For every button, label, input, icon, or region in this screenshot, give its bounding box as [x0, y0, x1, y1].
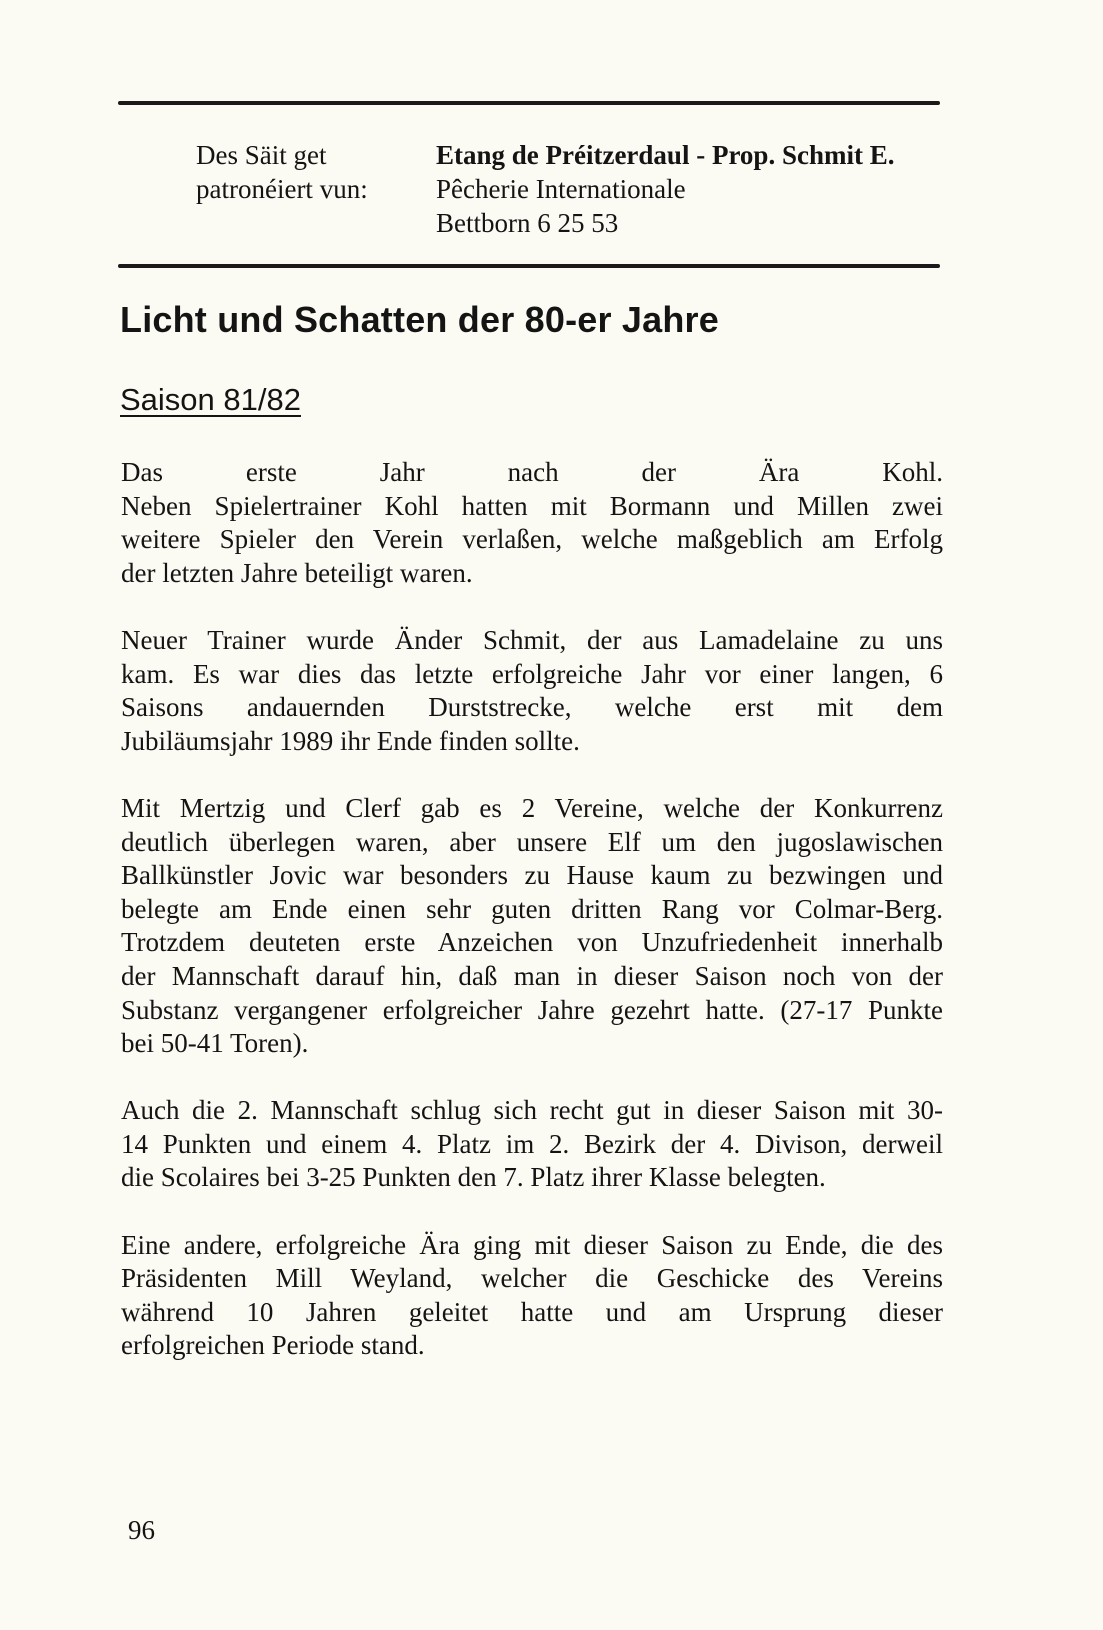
text-line: während 10 Jahren geleitet hatte und am Ursprung dieser: [121, 1296, 943, 1327]
text-line: der letzten Jahre beteiligt waren.: [121, 557, 473, 588]
text-line: der Mannschaft darauf hin, daß man in dieser Saison noch von der: [121, 960, 943, 991]
sponsor-block: [196, 138, 946, 240]
page-number: 96: [128, 1515, 155, 1545]
section-title: Saison 81/82: [120, 382, 301, 417]
text-line: weitere Spieler den Verein verlaßen, welche maßgeblich am Erfolg: [121, 524, 943, 555]
text-line: kam. Es war dies das letzte erfolgreiche Jahr vor einer langen, 6: [121, 658, 943, 689]
top-divider: [118, 101, 940, 105]
text-line: Neuer Trainer wurde Änder Schmit, der aus Lamadelaine zu uns: [121, 624, 943, 655]
sponsor-label-line: Des Säit get: [196, 140, 327, 170]
text-line: Trotzdem deuteten erste Anzeichen von Unzufriedenheit innerhalb: [121, 927, 943, 958]
sponsor-name: Etang de Préitzerdaul - Prop. Schmit E.: [436, 140, 895, 170]
sponsor-label: [196, 138, 436, 240]
bottom-divider: [118, 264, 940, 268]
article-body: [121, 456, 943, 1397]
sponsor-info: [436, 138, 894, 240]
paragraph: [121, 1094, 943, 1195]
text-line: bei 50-41 Toren).: [121, 1028, 309, 1059]
text-line: Neben Spielertrainer Kohl hatten mit Bormann und Millen zwei: [121, 490, 943, 521]
text-line: belegte am Ende einen sehr guten dritten Rang vor Colmar-Berg.: [121, 893, 943, 924]
paragraph: [121, 456, 943, 590]
text-line: Substanz vergangener erfolgreicher Jahre gezehrt hatte. (27-17 Punkte: [121, 994, 943, 1025]
text-line: Mit Mertzig und Clerf gab es 2 Vereine, welche der Konkurrenz: [121, 792, 943, 823]
paragraph: [121, 792, 943, 1061]
sponsor-phone: Bettborn 6 25 53: [436, 208, 619, 238]
text-line: Jubiläumsjahr 1989 ihr Ende finden sollte.: [121, 725, 580, 756]
text-line: Ballkünstler Jovic war besonders zu Hause kaum zu bezwingen und: [121, 860, 943, 891]
text-line: Präsidenten Mill Weyland, welcher die Geschicke des Vereins: [121, 1263, 943, 1294]
text-line: Eine andere, erfolgreiche Ära ging mit dieser Saison zu Ende, die des: [121, 1229, 943, 1260]
text-line: Saisons andauernden Durststrecke, welche erst mit dem: [121, 692, 943, 723]
text-line: deutlich überlegen waren, aber unsere Elf um den jugoslawischen: [121, 826, 943, 857]
text-line: Auch die 2. Mannschaft schlug sich recht gut in dieser Saison mit 30-: [121, 1095, 943, 1126]
text-line: die Scolaires bei 3-25 Punkten den 7. Platz ihrer Klasse belegten.: [121, 1162, 826, 1193]
text-line: 14 Punkten und einem 4. Platz im 2. Bezirk der 4. Divison, derweil: [121, 1128, 943, 1159]
paragraph: [121, 1229, 943, 1363]
text-line: Das erste Jahr nach der Ära Kohl.: [121, 457, 943, 487]
sponsor-label-line: patronéiert vun:: [196, 174, 368, 204]
text-line: erfolgreichen Periode stand.: [121, 1330, 425, 1361]
paragraph: [121, 624, 943, 758]
page-title: Licht und Schatten der 80-er Jahre: [120, 299, 719, 340]
sponsor-business: Pêcherie Internationale: [436, 174, 686, 204]
